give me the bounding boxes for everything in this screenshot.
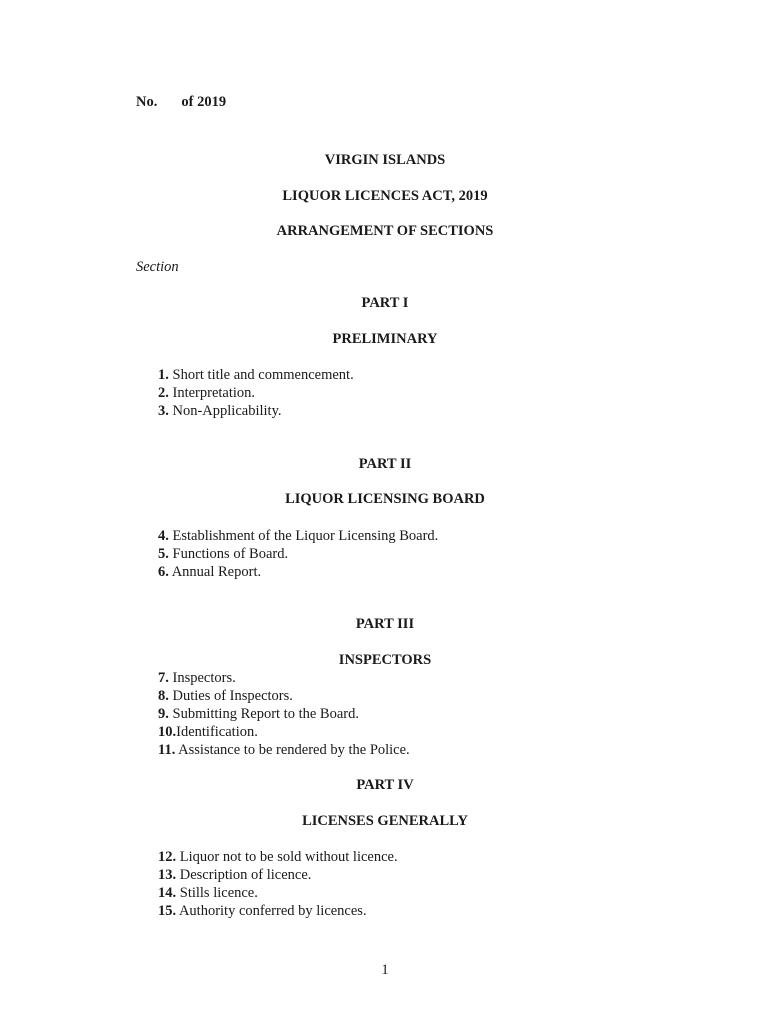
part-3-heading: INSPECTORS [338, 652, 432, 668]
section-title: Liquor not to be sold without licence. [179, 849, 398, 865]
section-title: Functions of Board. [172, 546, 289, 562]
part-2-label: PART II [358, 456, 412, 472]
section-title: Annual Report. [171, 564, 262, 580]
list-item [158, 402, 354, 420]
section-title: Non-Applicability. [172, 403, 282, 419]
arrangement-title: ARRANGEMENT OF SECTIONS [276, 223, 494, 239]
part-4-label: PART IV [356, 777, 414, 793]
section-title: Authority conferred by licences. [178, 903, 367, 919]
part-4-list [158, 848, 398, 920]
document-number [136, 94, 226, 111]
list-item [158, 741, 410, 759]
year-label: of 2019 [181, 94, 227, 110]
list-item [158, 687, 410, 705]
section-number: 10. [158, 724, 177, 740]
section-number: 15. [158, 903, 177, 919]
list-item [158, 545, 438, 563]
act-title: LIQUOR LICENCES ACT, 2019 [282, 188, 488, 204]
part-1-heading: PRELIMINARY [332, 331, 438, 347]
list-item [158, 723, 410, 741]
section-title: Interpretation. [172, 385, 256, 401]
part-3-list [158, 669, 410, 759]
list-item [158, 866, 398, 884]
section-number: 1. [158, 367, 169, 383]
section-title: Identification. [176, 724, 258, 740]
section-number: 5. [158, 546, 169, 562]
section-number: 12. [158, 849, 177, 865]
page-number: 1 [381, 962, 389, 978]
section-title: Submitting Report to the Board. [172, 706, 359, 722]
list-item [158, 366, 354, 384]
list-item [158, 705, 410, 723]
section-label: Section [136, 259, 179, 275]
list-item [158, 669, 410, 687]
list-item [158, 902, 398, 920]
section-title: Duties of Inspectors. [172, 688, 293, 704]
jurisdiction-title: VIRGIN ISLANDS [324, 152, 446, 168]
list-item [158, 527, 438, 545]
part-2-heading: LIQUOR LICENSING BOARD [285, 491, 485, 507]
section-number: 4. [158, 528, 169, 544]
section-title: Establishment of the Liquor Licensing Board. [172, 528, 439, 544]
part-1-list [158, 366, 354, 420]
part-4-heading: LICENSES GENERALLY [302, 813, 468, 829]
section-number: 13. [158, 867, 177, 883]
section-number: 3. [158, 403, 169, 419]
part-1-label: PART I [361, 295, 409, 311]
list-item [158, 848, 398, 866]
section-number: 8. [158, 688, 169, 704]
no-label: No. [136, 94, 158, 110]
section-number: 11. [158, 742, 176, 758]
section-title: Inspectors. [172, 670, 236, 686]
section-title: Stills licence. [179, 885, 258, 901]
section-number: 2. [158, 385, 169, 401]
section-number: 9. [158, 706, 169, 722]
list-item [158, 884, 398, 902]
section-number: 6. [158, 564, 169, 580]
section-title: Description of licence. [179, 867, 312, 883]
section-number: 14. [158, 885, 177, 901]
section-title: Assistance to be rendered by the Police. [178, 742, 410, 758]
section-number: 7. [158, 670, 169, 686]
list-item [158, 563, 438, 581]
list-item [158, 384, 354, 402]
section-title: Short title and commencement. [172, 367, 354, 383]
part-2-list [158, 527, 438, 581]
part-3-label: PART III [355, 616, 415, 632]
